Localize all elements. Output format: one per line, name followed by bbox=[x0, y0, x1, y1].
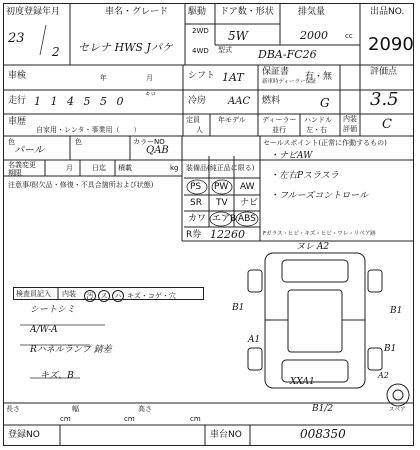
hw-recycle: 12260 bbox=[210, 228, 245, 241]
equip-pw: PW bbox=[214, 182, 229, 192]
km-unit: キロ bbox=[145, 92, 157, 98]
glass-legend: Fガラス・ヒビ・キズ・ヒビ・ワレ・リペア跡 bbox=[263, 231, 376, 237]
name-grade-label: 車名・グレード bbox=[105, 7, 169, 17]
mark-spare: A2 bbox=[378, 371, 389, 380]
drive-2wd: 2WD bbox=[192, 27, 209, 35]
hw-mileage: 1 1 4 5 5 0 bbox=[34, 95, 127, 108]
steering-label: ハンドル bbox=[304, 116, 332, 124]
hw-note-2: A/W-A bbox=[30, 325, 58, 335]
hw-sales-3: ・フルーズコントロール bbox=[270, 191, 369, 201]
spare-label: スペア bbox=[389, 407, 406, 413]
hw-sales-1: ・ナビAW bbox=[270, 151, 313, 161]
warranty-sub: 新車時ディーラー保証 bbox=[262, 79, 317, 85]
equip-airbag: エアB bbox=[212, 214, 237, 224]
hw-score: 3.5 bbox=[370, 89, 399, 110]
rating-label: 評価点 bbox=[370, 67, 398, 77]
inspector-label: 検査員記入 bbox=[16, 290, 51, 298]
date-label: 日迄 bbox=[92, 164, 106, 172]
displacement-label: 排気量 bbox=[298, 7, 326, 17]
chassis-label: 車台NO bbox=[210, 430, 242, 440]
hw-fuel: G bbox=[320, 96, 330, 110]
equip-aw: AW bbox=[240, 182, 255, 192]
reg-no-label: 登録NO bbox=[8, 430, 40, 440]
drive-label: 駆動 bbox=[188, 7, 207, 17]
hw-model-code: DBA-FC26 bbox=[258, 48, 317, 61]
interior-sub: 評価 bbox=[343, 125, 357, 133]
hw-interior-score: C bbox=[382, 117, 392, 132]
fuel-label: 燃料 bbox=[262, 96, 281, 106]
receipt-label: 期限 bbox=[8, 169, 22, 177]
inspection-label: 車検 bbox=[8, 71, 27, 81]
color-genre-label: 色 bbox=[75, 138, 82, 146]
width-cm: cm bbox=[124, 415, 135, 423]
hw-sales-2: ・左右Pスラスラ bbox=[270, 171, 339, 181]
history-options: 自家用・レンタ・事業用（ ） bbox=[36, 126, 141, 134]
hw-month: 2 bbox=[52, 45, 60, 59]
ac-label: 冷房 bbox=[188, 96, 207, 106]
length-cm: cm bbox=[60, 415, 71, 423]
lot-label: 出品NO. bbox=[370, 7, 405, 17]
width-label: 幅 bbox=[72, 405, 79, 413]
prev-model-label: 年モデル bbox=[218, 116, 246, 124]
equip-navi: ナビ bbox=[240, 198, 259, 208]
equip-leather: カワ bbox=[188, 214, 207, 224]
lot-number: 2090 bbox=[368, 34, 414, 55]
year-unit: 年 bbox=[100, 74, 107, 82]
day-label: 月 bbox=[66, 164, 73, 172]
drive-4wd: 4WD bbox=[192, 47, 209, 55]
capacity-label: 定員 bbox=[186, 116, 200, 124]
hw-year: 23 bbox=[8, 31, 25, 46]
warranty-label: 保証書 bbox=[262, 67, 290, 77]
recycle-label: R券 bbox=[186, 230, 202, 240]
mark-mid: XXA1 bbox=[290, 377, 315, 387]
mark-right-front: B1 bbox=[390, 306, 403, 316]
equip-ps: PS bbox=[190, 182, 202, 192]
pack-label: 積載 bbox=[118, 164, 132, 172]
hw-chassis: 008350 bbox=[300, 427, 346, 441]
sales-title: セールスポイント(正常に作動するもの) bbox=[263, 139, 387, 147]
hw-ac: AAC bbox=[228, 96, 251, 107]
mark-bottom: B1/2 bbox=[312, 404, 334, 414]
equip-tv: TV bbox=[216, 198, 228, 208]
hw-displacement: 2000 bbox=[300, 29, 328, 42]
model-label: 型式 bbox=[218, 46, 232, 54]
kg-label: kg bbox=[170, 164, 179, 172]
doc-label: 名義変更 bbox=[8, 161, 36, 169]
steering-options: 左・右 bbox=[306, 126, 327, 134]
hw-note-3: Rハネルランプ 錆差 bbox=[30, 345, 112, 355]
length-label: 長さ bbox=[6, 405, 20, 413]
hw-shift: 1AT bbox=[222, 71, 244, 84]
shift-label: シフト bbox=[188, 71, 216, 81]
mark-top: ヌレ A2 bbox=[296, 242, 330, 252]
hw-model-name: セレナ HWS Jパケ bbox=[78, 41, 173, 54]
month-unit: 月 bbox=[146, 74, 153, 82]
equipment-title: 装備品(純正品に限る) bbox=[186, 164, 255, 172]
doors-label: ドア数・形状 bbox=[220, 7, 274, 17]
mark-rear: A1 bbox=[248, 335, 261, 345]
interior-label: 内装 bbox=[343, 115, 357, 123]
dealer-label: ディーラー bbox=[262, 116, 297, 124]
height-label: 高さ bbox=[138, 405, 152, 413]
color-label: 色 bbox=[8, 138, 15, 146]
first-reg-label: 初度登録年月 bbox=[6, 7, 61, 17]
warranty-options: 有・無 bbox=[305, 72, 333, 82]
hw-note-4: キズ、B bbox=[40, 371, 74, 381]
color-code-label: カラーNO bbox=[133, 138, 165, 146]
mileage-label: 走行 bbox=[8, 96, 27, 106]
hw-note-1: シートシミ bbox=[30, 305, 76, 315]
history-label: 車歴 bbox=[8, 117, 27, 127]
equip-sr: SR bbox=[190, 198, 202, 208]
capacity-unit: 人 bbox=[196, 126, 203, 134]
cc-unit: cc bbox=[345, 32, 353, 40]
hw-color: パール bbox=[14, 145, 44, 156]
mark-right-rear: B1 bbox=[384, 344, 397, 354]
hw-color-code: QAB bbox=[146, 145, 169, 156]
dealer-sub: 並行 bbox=[272, 126, 286, 134]
equip-abs: ABS bbox=[238, 214, 256, 224]
inner-label: 内装 bbox=[62, 290, 76, 298]
hw-doors: 5W bbox=[228, 29, 248, 43]
height-cm: cm bbox=[190, 415, 201, 423]
notes-label: 注意事項(欠品・修復・不具合箇所および状態) bbox=[8, 181, 154, 189]
inner-options: 汚 ス ハ キズ・コゲ・穴 bbox=[82, 290, 176, 302]
mark-left-front: B1 bbox=[232, 303, 245, 313]
